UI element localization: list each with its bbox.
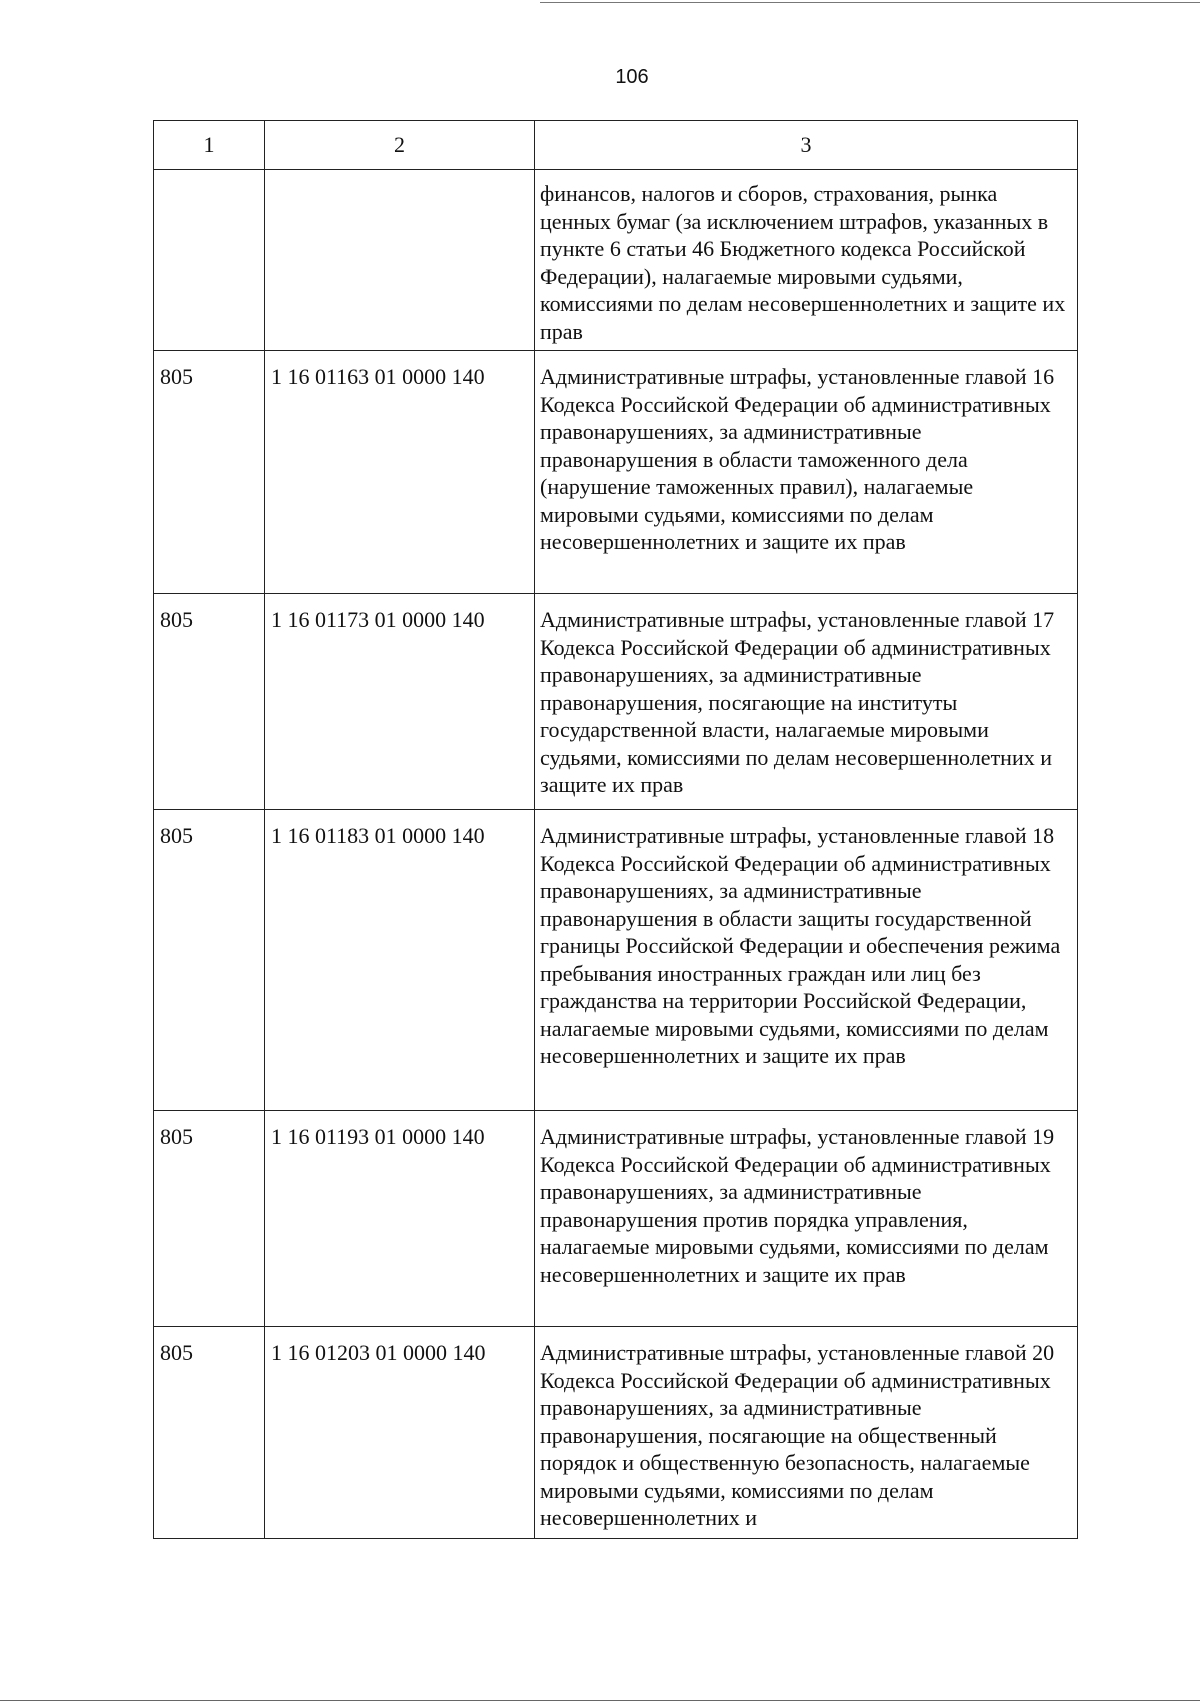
cell-revenue-code: 1 16 01173 01 0000 140 <box>265 594 535 810</box>
cell-admin-code: 805 <box>154 1327 265 1539</box>
table-header-row <box>154 121 1078 170</box>
cell-admin-code: 805 <box>154 810 265 1111</box>
budget-code-table <box>153 120 1078 1539</box>
table-row <box>154 1327 1078 1539</box>
cell-description: Административные штрафы, установленные главой 17 Кодекса Российской Федерации об административных правонарушениях, за административные правонарушения, посягающие на институты государственной власти, налагаемые мировыми судьями, комиссиями по делам несовершеннолетних и защите их прав <box>535 594 1078 810</box>
scan-top-rule <box>540 2 1200 3</box>
cell-description: Административные штрафы, установленные главой 20 Кодекса Российской Федерации об административных правонарушениях, за административные правонарушения, посягающие на общественный порядок и общественную безопасность, налагаемые мировыми судьями, комиссиями по делам несовершеннолетних и <box>535 1327 1078 1539</box>
cell-description: Административные штрафы, установленные главой 19 Кодекса Российской Федерации об административных правонарушениях, за административные правонарушения против порядка управления, налагаемые мировыми судьями, комиссиями по делам несовершеннолетних и защите их прав <box>535 1111 1078 1327</box>
table-row <box>154 351 1078 594</box>
table-row <box>154 170 1078 351</box>
cell-revenue-code: 1 16 01163 01 0000 140 <box>265 351 535 594</box>
cell-description: финансов, налогов и сборов, страхования, рынка ценных бумаг (за исключением штрафов, указанных в пункте 6 статьи 46 Бюджетного кодекса Российской Федерации), налагаемые мировыми судьями, комиссиями по делам несовершеннолетних и защите их прав <box>535 170 1078 351</box>
header-col-1: 1 <box>154 121 265 170</box>
page-number: 106 <box>615 66 649 88</box>
table-row <box>154 1111 1078 1327</box>
cell-description: Административные штрафы, установленные главой 16 Кодекса Российской Федерации об административных правонарушениях, за административные правонарушения в области таможенного дела (нарушение таможенных правил), налагаемые мировыми судьями, комиссиями по делам несовершеннолетних и защите их прав <box>535 351 1078 594</box>
cell-revenue-code: 1 16 01203 01 0000 140 <box>265 1327 535 1539</box>
cell-admin-code: 805 <box>154 594 265 810</box>
scan-bottom-rule <box>0 1700 1200 1701</box>
cell-revenue-code: 1 16 01193 01 0000 140 <box>265 1111 535 1327</box>
cell-admin-code: 805 <box>154 1111 265 1327</box>
cell-description: Административные штрафы, установленные главой 18 Кодекса Российской Федерации об административных правонарушениях, за административные правонарушения в области защиты государственной границы Российской Федерации и обеспечения режима пребывания иностранных граждан или лиц без гражданства на территории Российской Федерации, налагаемые мировыми судьями, комиссиями по делам несовершеннолетних и защите их прав <box>535 810 1078 1111</box>
table-row <box>154 594 1078 810</box>
cell-admin-code: 805 <box>154 351 265 594</box>
cell-revenue-code <box>265 170 535 351</box>
table-row <box>154 810 1078 1111</box>
cell-admin-code <box>154 170 265 351</box>
cell-revenue-code: 1 16 01183 01 0000 140 <box>265 810 535 1111</box>
header-col-2: 2 <box>265 121 535 170</box>
header-col-3: 3 <box>535 121 1078 170</box>
